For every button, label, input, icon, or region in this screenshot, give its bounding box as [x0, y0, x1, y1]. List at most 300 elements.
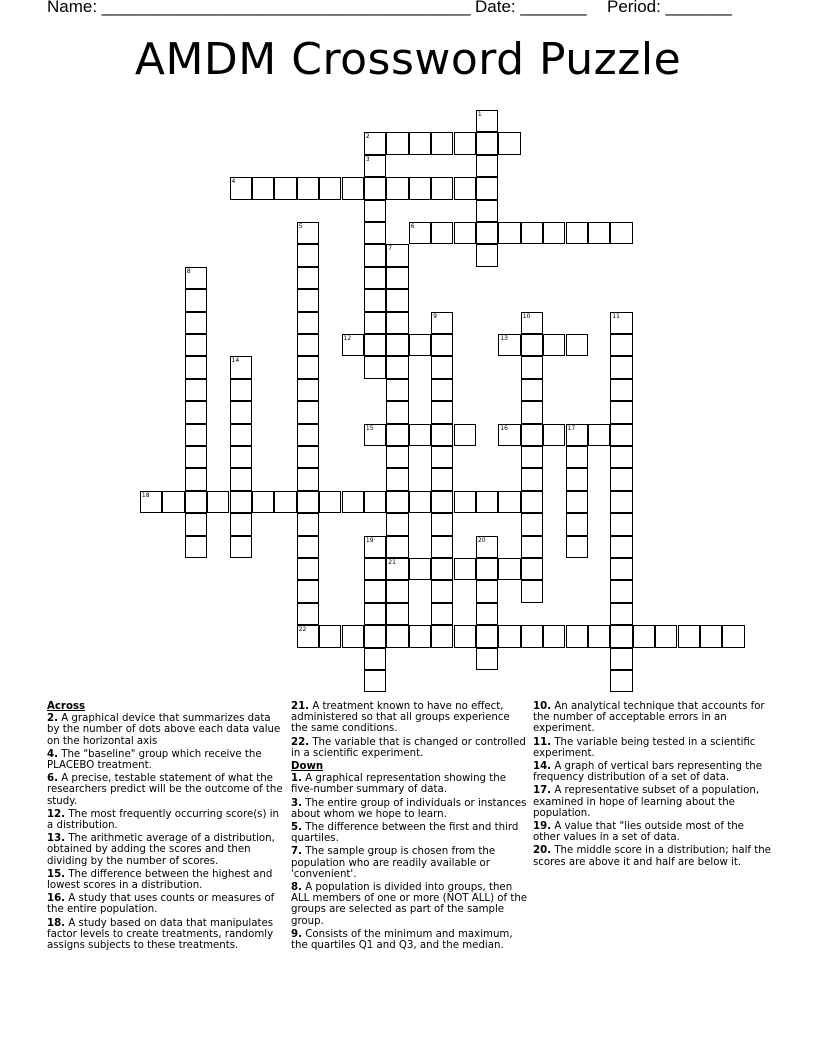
cell-number: 14: [231, 357, 240, 365]
crossword-cell[interactable]: [610, 312, 632, 334]
crossword-cell[interactable]: [543, 334, 565, 356]
down-clue: [533, 737, 771, 759]
crossword-cell[interactable]: [364, 356, 386, 378]
crossword-cell[interactable]: [364, 334, 386, 356]
crossword-cell[interactable]: [431, 424, 453, 446]
crossword-cell[interactable]: [431, 222, 453, 244]
crossword-cell[interactable]: [498, 132, 520, 154]
crossword-cell[interactable]: [230, 177, 252, 199]
crossword-cell[interactable]: [498, 625, 520, 647]
clue-text: A graph of vertical bars representing the frequency distribution of a set of data.: [533, 761, 762, 784]
crossword-cell[interactable]: [185, 334, 207, 356]
crossword-cell[interactable]: [476, 110, 498, 132]
crossword-cell[interactable]: [655, 625, 677, 647]
crossword-cell[interactable]: [364, 424, 386, 446]
crossword-cell[interactable]: [476, 132, 498, 154]
crossword-cell[interactable]: [364, 558, 386, 580]
crossword-cell[interactable]: [319, 491, 341, 513]
crossword-cell[interactable]: [409, 491, 431, 513]
across-clue: [47, 749, 285, 771]
across-clue: [47, 893, 285, 915]
crossword-cell[interactable]: [431, 468, 453, 490]
crossword-cell[interactable]: [230, 379, 252, 401]
crossword-cell[interactable]: [364, 244, 386, 266]
clue-text: The difference between the highest and lowest scores in a distribution.: [47, 868, 273, 892]
crossword-cell[interactable]: [364, 536, 386, 558]
crossword-cell[interactable]: [364, 580, 386, 602]
crossword-cell[interactable]: [521, 513, 543, 535]
crossword-cell[interactable]: [610, 648, 632, 670]
crossword-cell[interactable]: [476, 155, 498, 177]
crossword-cell[interactable]: [297, 446, 319, 468]
crossword-cell[interactable]: [610, 222, 632, 244]
crossword-cell[interactable]: [386, 401, 408, 423]
crossword-cell[interactable]: [431, 603, 453, 625]
crossword-cell[interactable]: [566, 491, 588, 513]
crossword-cell[interactable]: [409, 334, 431, 356]
cell-number: 11: [612, 312, 620, 320]
crossword-cell[interactable]: [297, 603, 319, 625]
crossword-cell[interactable]: [476, 648, 498, 670]
crossword-cell[interactable]: [610, 401, 632, 423]
across-clue: [291, 737, 529, 759]
crossword-cell[interactable]: [364, 132, 386, 154]
crossword-cell[interactable]: [521, 558, 543, 580]
cell-number: 15: [365, 424, 374, 432]
clue-text: A treatment known to have no effect, administered so that all groups experience the same conditions.: [291, 701, 510, 735]
crossword-cell[interactable]: [588, 222, 610, 244]
crossword-cell[interactable]: [521, 491, 543, 513]
crossword-cell[interactable]: [185, 379, 207, 401]
crossword-cell[interactable]: [364, 312, 386, 334]
crossword-cell[interactable]: [722, 625, 744, 647]
clue-number: 15.: [47, 868, 66, 880]
crossword-cell[interactable]: [185, 312, 207, 334]
clue-number: 1.: [291, 773, 302, 785]
crossword-cell[interactable]: [386, 177, 408, 199]
crossword-cell[interactable]: [454, 222, 476, 244]
cell-number: 17: [567, 424, 576, 432]
crossword-cell[interactable]: [543, 424, 565, 446]
crossword-cell[interactable]: [476, 603, 498, 625]
crossword-cell[interactable]: [521, 536, 543, 558]
crossword-cell[interactable]: [185, 401, 207, 423]
down-clue: [533, 761, 771, 783]
crossword-cell[interactable]: [431, 536, 453, 558]
crossword-cell[interactable]: [521, 401, 543, 423]
crossword-cell[interactable]: [521, 312, 543, 334]
crossword-cell[interactable]: [431, 312, 453, 334]
page-title: AMDM Crossword Puzzle: [134, 34, 682, 85]
crossword-cell[interactable]: [386, 468, 408, 490]
crossword-cell[interactable]: [297, 244, 319, 266]
crossword-cell[interactable]: [700, 625, 722, 647]
crossword-cell[interactable]: [476, 558, 498, 580]
crossword-cell[interactable]: [610, 513, 632, 535]
cell-number: 5: [298, 223, 303, 230]
crossword-cell[interactable]: [185, 446, 207, 468]
crossword-cell[interactable]: [386, 132, 408, 154]
cell-number: 19: [365, 536, 374, 544]
crossword-cell[interactable]: [386, 356, 408, 378]
crossword-cell[interactable]: [610, 356, 632, 378]
clue-text: A population is divided into groups, then ALL members of one or more (NOT ALL) of the groups are selected as part of the sample group.: [291, 882, 528, 927]
crossword-cell[interactable]: [454, 625, 476, 647]
crossword-cell[interactable]: [498, 334, 520, 356]
clue-text: A representative subset of a population, examined in hope of learning about the population.: [533, 785, 760, 819]
crossword-cell[interactable]: [454, 132, 476, 154]
crossword-cell[interactable]: [610, 446, 632, 468]
clue-number: 8.: [291, 882, 302, 894]
crossword-cell[interactable]: [610, 670, 632, 692]
crossword-cell[interactable]: [566, 334, 588, 356]
crossword-cell[interactable]: [431, 558, 453, 580]
down-clue: [291, 773, 529, 795]
cell-number: 16: [500, 424, 508, 432]
clue-text: A graphical device that summarizes data by the number of dots above each data value on the horizontal axis: [47, 713, 281, 747]
crossword-cell[interactable]: [521, 468, 543, 490]
across-heading: Across: [47, 701, 86, 712]
crossword-cell[interactable]: [386, 334, 408, 356]
crossword-cell[interactable]: [185, 468, 207, 490]
crossword-cell[interactable]: [140, 491, 162, 513]
clue-text: The entire group of individuals or instances about whom we hope to learn.: [291, 797, 527, 820]
clue-number: 14.: [533, 761, 552, 773]
crossword-cell[interactable]: [297, 312, 319, 334]
crossword-cell[interactable]: [207, 491, 229, 513]
clue-text: A study based on data that manipulates factor levels to create treatments, randomly assigns subjects to these treatments.: [47, 917, 274, 952]
clue-text: An analytical technique that accounts for the number of acceptable errors in an experiment.: [533, 701, 765, 735]
crossword-cell[interactable]: [297, 379, 319, 401]
crossword-cell[interactable]: [230, 491, 252, 513]
crossword-cell[interactable]: [185, 356, 207, 378]
crossword-cell[interactable]: [297, 424, 319, 446]
crossword-cell[interactable]: [297, 580, 319, 602]
crossword-cell[interactable]: [364, 267, 386, 289]
name-field[interactable]: Name: _______________________________________: [47, 0, 471, 16]
crossword-cell[interactable]: [252, 177, 274, 199]
across-clue: [47, 809, 285, 831]
crossword-cell[interactable]: [454, 558, 476, 580]
clue-number: 17.: [533, 785, 552, 797]
clue-number: 2.: [47, 713, 58, 725]
crossword-cell[interactable]: [431, 513, 453, 535]
crossword-cell[interactable]: [431, 356, 453, 378]
down-clue: [291, 929, 529, 951]
crossword-cell[interactable]: [297, 334, 319, 356]
crossword-cell[interactable]: [566, 625, 588, 647]
crossword-cell[interactable]: [431, 132, 453, 154]
crossword-cell[interactable]: [386, 244, 408, 266]
crossword-cell[interactable]: [610, 468, 632, 490]
crossword-cell[interactable]: [386, 536, 408, 558]
crossword-cell[interactable]: [409, 424, 431, 446]
crossword-cell[interactable]: [386, 379, 408, 401]
crossword-cell[interactable]: [230, 446, 252, 468]
crossword-cell[interactable]: [274, 491, 296, 513]
crossword-cell[interactable]: [274, 177, 296, 199]
crossword-cell[interactable]: [610, 536, 632, 558]
down-clue: [533, 821, 771, 843]
crossword-cell[interactable]: [566, 513, 588, 535]
crossword-cell[interactable]: [297, 267, 319, 289]
crossword-cell[interactable]: [431, 401, 453, 423]
crossword-cell[interactable]: [454, 491, 476, 513]
crossword-cell[interactable]: [230, 401, 252, 423]
crossword-cell[interactable]: [185, 536, 207, 558]
crossword-cell[interactable]: [498, 424, 520, 446]
crossword-cell[interactable]: [454, 177, 476, 199]
crossword-cell[interactable]: [498, 558, 520, 580]
crossword-cell[interactable]: [319, 625, 341, 647]
crossword-cell[interactable]: [521, 625, 543, 647]
crossword-cell[interactable]: [431, 580, 453, 602]
crossword-cell[interactable]: [610, 424, 632, 446]
crossword-cell[interactable]: [386, 603, 408, 625]
crossword-cell[interactable]: [431, 446, 453, 468]
clue-text: A graphical representation showing the five-number summary of data.: [291, 773, 506, 796]
crossword-cell[interactable]: [386, 267, 408, 289]
crossword-cell[interactable]: [610, 625, 632, 647]
cell-number: 3: [365, 155, 370, 163]
clue-number: 4.: [47, 748, 58, 760]
crossword-cell[interactable]: [185, 267, 207, 289]
cell-number: 10: [522, 312, 531, 320]
crossword-cell[interactable]: [431, 491, 453, 513]
crossword-cell[interactable]: [521, 356, 543, 378]
clue-number: 18.: [47, 917, 66, 929]
period-field[interactable]: Period: _______: [607, 0, 732, 16]
crossword-cell[interactable]: [610, 491, 632, 513]
clue-text: The sample group is chosen from the population who are readily available or 'convenient'.: [291, 846, 496, 880]
down-clue: [533, 701, 771, 735]
cell-number: 20: [477, 536, 486, 544]
crossword-cell[interactable]: [476, 536, 498, 558]
crossword-cell[interactable]: [588, 625, 610, 647]
cell-number: 21: [388, 559, 396, 566]
crossword-cell[interactable]: [409, 222, 431, 244]
crossword-cell[interactable]: [162, 491, 184, 513]
crossword-cell[interactable]: [431, 334, 453, 356]
crossword-cell[interactable]: [610, 558, 632, 580]
crossword-cell[interactable]: [610, 603, 632, 625]
crossword-cell[interactable]: [386, 491, 408, 513]
crossword-cell[interactable]: [364, 625, 386, 647]
crossword-cell[interactable]: [364, 670, 386, 692]
crossword-cell[interactable]: [297, 558, 319, 580]
crossword-cell[interactable]: [566, 536, 588, 558]
clue-number: 11.: [533, 736, 552, 748]
crossword-cell[interactable]: [342, 177, 364, 199]
crossword-cell[interactable]: [566, 222, 588, 244]
crossword-cell[interactable]: [431, 379, 453, 401]
crossword-cell[interactable]: [386, 312, 408, 334]
clue-text: A precise, testable statement of what the researchers predict will be the outcome of the study.: [47, 773, 283, 807]
crossword-cell[interactable]: [230, 513, 252, 535]
crossword-cell[interactable]: [297, 468, 319, 490]
crossword-cell[interactable]: [297, 289, 319, 311]
crossword-cell[interactable]: [409, 558, 431, 580]
cell-number: 12: [343, 335, 352, 342]
crossword-cell[interactable]: [476, 580, 498, 602]
across-clue: [291, 701, 529, 735]
across-clue: [47, 869, 285, 891]
crossword-cell[interactable]: [566, 446, 588, 468]
crossword-cell[interactable]: [364, 222, 386, 244]
crossword-cell[interactable]: [409, 625, 431, 647]
down-clue: [291, 882, 529, 927]
crossword-cell[interactable]: [364, 289, 386, 311]
crossword-cell[interactable]: [633, 625, 655, 647]
crossword-cell[interactable]: [610, 334, 632, 356]
clue-text: The variable that is changed or controlled in a scientific experiment.: [291, 736, 526, 759]
crossword-cell[interactable]: [588, 424, 610, 446]
down-clue: [533, 785, 771, 819]
crossword-cell[interactable]: [476, 177, 498, 199]
clue-number: 13.: [47, 833, 66, 845]
crossword-cell[interactable]: [543, 222, 565, 244]
crossword-cell[interactable]: [342, 625, 364, 647]
crossword-cell[interactable]: [566, 468, 588, 490]
crossword-cell[interactable]: [297, 536, 319, 558]
crossword-cell[interactable]: [476, 491, 498, 513]
crossword-cell[interactable]: [297, 356, 319, 378]
clue-text: A study that uses counts or measures of the entire population.: [47, 893, 275, 916]
crossword-cell[interactable]: [319, 177, 341, 199]
crossword-cell[interactable]: [431, 625, 453, 647]
cell-number: 4: [231, 178, 236, 186]
cell-number: 8: [186, 267, 191, 275]
clue-text: The middle score in a distribution; half the scores are above it and half are below it.: [533, 845, 771, 868]
down-heading: Down: [291, 761, 324, 773]
crossword-cell[interactable]: [476, 244, 498, 266]
crossword-cell[interactable]: [386, 625, 408, 647]
across-clue: [47, 773, 285, 807]
clue-text: The "baseline" group which receive the PLACEBO treatment.: [47, 748, 262, 772]
crossword-cell[interactable]: [476, 222, 498, 244]
crossword-cell[interactable]: [476, 625, 498, 647]
cell-number: 2: [365, 133, 370, 141]
crossword-cell[interactable]: [409, 132, 431, 154]
crossword-cell[interactable]: [386, 558, 408, 580]
clue-text: The most frequently occurring score(s) in a distribution.: [47, 808, 279, 832]
crossword-cell[interactable]: [185, 424, 207, 446]
crossword-cell[interactable]: [386, 580, 408, 602]
crossword-cell[interactable]: [364, 200, 386, 222]
clue-text: The arithmetic average of a distribution, obtained by adding the scores and then dividing by the number of scores.: [47, 833, 275, 867]
clue-number: 3.: [291, 797, 302, 809]
crossword-cell[interactable]: [610, 379, 632, 401]
across-clue: [47, 833, 285, 867]
cell-number: 22: [298, 626, 307, 634]
clue-number: 21.: [291, 701, 310, 712]
clue-number: 22.: [291, 736, 310, 748]
crossword-cell[interactable]: [521, 222, 543, 244]
crossword-cell[interactable]: [498, 222, 520, 244]
crossword-cell[interactable]: [252, 491, 274, 513]
clue-number: 16.: [47, 893, 66, 905]
crossword-cell[interactable]: [297, 491, 319, 513]
crossword-cell[interactable]: [364, 155, 386, 177]
crossword-cell[interactable]: [342, 491, 364, 513]
crossword-cell[interactable]: [386, 446, 408, 468]
crossword-cell[interactable]: [543, 625, 565, 647]
down-clue: [291, 798, 529, 820]
crossword-cell[interactable]: [521, 446, 543, 468]
crossword-cell[interactable]: [297, 513, 319, 535]
crossword-cell[interactable]: [610, 580, 632, 602]
down-clue: [291, 822, 529, 844]
crossword-cell[interactable]: [521, 580, 543, 602]
cell-number: 9: [433, 312, 437, 320]
crossword-cell[interactable]: [521, 334, 543, 356]
crossword-cell[interactable]: [297, 177, 319, 199]
cell-number: 7: [388, 245, 393, 253]
crossword-cell[interactable]: [678, 625, 700, 647]
crossword-cell[interactable]: [185, 491, 207, 513]
clue-number: 10.: [533, 701, 552, 712]
clue-number: 12.: [47, 808, 66, 820]
clue-number: 9.: [291, 928, 302, 940]
crossword-cell[interactable]: [297, 222, 319, 244]
crossword-cell[interactable]: [454, 424, 476, 446]
cell-number: 13: [500, 335, 508, 342]
date-field[interactable]: Date: _______: [475, 0, 587, 16]
crossword-cell[interactable]: [521, 379, 543, 401]
crossword-cell[interactable]: [566, 424, 588, 446]
clue-text: A value that "lies outside most of the other values in a set of data.: [533, 821, 744, 844]
clue-number: 7.: [291, 846, 302, 858]
down-clues-column: [533, 701, 771, 870]
crossword-cell[interactable]: [386, 289, 408, 311]
clue-number: 5.: [291, 822, 302, 834]
crossword-cell[interactable]: [364, 648, 386, 670]
crossword-cell[interactable]: [230, 468, 252, 490]
down-clue: [533, 845, 771, 867]
crossword-cell[interactable]: [409, 177, 431, 199]
clue-number: 20.: [533, 845, 552, 857]
crossword-cell[interactable]: [521, 424, 543, 446]
clue-text: Consists of the minimum and maximum, the quartiles Q1 and Q3, and the median.: [291, 928, 513, 952]
across-clues-column: [47, 701, 285, 953]
clue-number: 19.: [533, 821, 552, 833]
crossword-cell[interactable]: [230, 356, 252, 378]
mixed-clues-column: [291, 701, 529, 953]
crossword-cell[interactable]: [342, 334, 364, 356]
clue-text: The variable being tested in a scientific experiment.: [533, 736, 756, 759]
crossword-cell[interactable]: [185, 513, 207, 535]
clue-number: 6.: [47, 773, 58, 785]
crossword-cell[interactable]: [386, 513, 408, 535]
cell-number: 1: [477, 111, 482, 118]
crossword-cell[interactable]: [364, 603, 386, 625]
crossword-cell[interactable]: [364, 491, 386, 513]
crossword-cell[interactable]: [364, 177, 386, 199]
crossword-cell[interactable]: [431, 177, 453, 199]
crossword-cell[interactable]: [230, 424, 252, 446]
crossword-cell[interactable]: [297, 625, 319, 647]
cell-number: 18: [141, 491, 150, 499]
crossword-cell[interactable]: [185, 289, 207, 311]
across-clue: [47, 918, 285, 952]
crossword-cell[interactable]: [297, 401, 319, 423]
down-clue: [291, 846, 529, 880]
crossword-cell[interactable]: [498, 491, 520, 513]
crossword-cell[interactable]: [386, 424, 408, 446]
crossword-cell[interactable]: [230, 536, 252, 558]
cell-number: 6: [410, 223, 415, 230]
crossword-cell[interactable]: [476, 200, 498, 222]
